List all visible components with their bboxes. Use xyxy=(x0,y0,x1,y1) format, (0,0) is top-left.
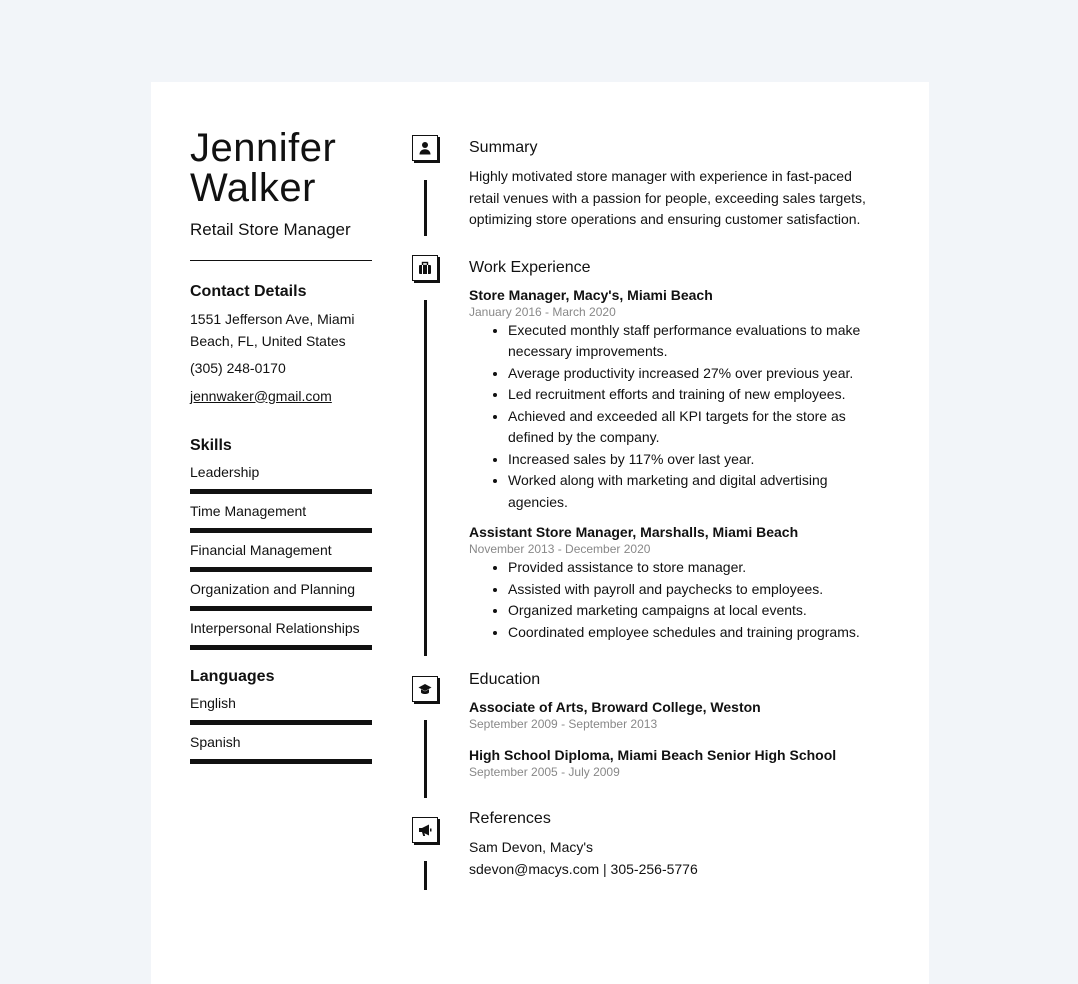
skill-item xyxy=(190,541,372,572)
skill-bar xyxy=(190,528,372,533)
skill-label: Leadership xyxy=(190,464,260,480)
skill-item xyxy=(190,502,372,533)
education-dates: September 2009 - September 2013 xyxy=(469,717,658,731)
first-name: Jennifer xyxy=(190,126,337,170)
education-dates: September 2005 - July 2009 xyxy=(469,765,620,779)
bullet-item: • Increased sales by 117% over last year. xyxy=(508,449,879,471)
contact-heading: Contact Details xyxy=(190,283,307,300)
megaphone-icon xyxy=(412,817,438,843)
timeline-line xyxy=(424,720,427,798)
skill-bar xyxy=(190,606,372,611)
job-entry xyxy=(469,523,879,643)
language-item xyxy=(190,733,372,764)
language-label: English xyxy=(190,695,236,711)
education-heading: Education xyxy=(469,671,541,688)
education-title: Associate of Arts, Broward College, Weston xyxy=(469,699,761,715)
language-item xyxy=(190,694,372,725)
language-bar xyxy=(190,720,372,725)
skills-heading: Skills xyxy=(190,437,232,454)
skill-label: Organization and Planning xyxy=(190,581,356,597)
bullet-item: • Organized marketing campaigns at local events. xyxy=(508,600,879,622)
summary-text: Highly motivated store manager with experience in fast-paced retail venues with a passion for people, exceeding sales targets, optimizing store operations and ensuring customer satisfaction. xyxy=(469,168,866,227)
bullet-item: • Achieved and exceeded all KPI targets for the store as defined by the company. xyxy=(508,406,879,449)
sidebar xyxy=(190,128,372,764)
timeline-line xyxy=(424,300,427,656)
skill-bar xyxy=(190,489,372,494)
bullet-item: • Executed monthly staff performance evaluations to make necessary improvements. xyxy=(508,320,879,363)
briefcase-icon xyxy=(412,255,438,281)
language-label: Spanish xyxy=(190,734,241,750)
bullet-item: • Coordinated employee schedules and training programs. xyxy=(508,622,879,644)
skill-item xyxy=(190,463,372,494)
contact-email xyxy=(190,386,372,408)
summary-heading: Summary xyxy=(469,139,538,156)
languages-heading: Languages xyxy=(190,668,275,685)
graduation-cap-icon xyxy=(412,676,438,702)
education-entry xyxy=(469,746,879,780)
skill-bar xyxy=(190,567,372,572)
job-bullets xyxy=(508,557,879,643)
skill-bar xyxy=(190,645,372,650)
last-name: Walker xyxy=(190,166,316,210)
contact-address: 1551 Jefferson Ave, Miami Beach, FL, United States xyxy=(190,311,355,349)
candidate-name xyxy=(190,128,372,208)
divider xyxy=(190,260,372,261)
job-role: Retail Store Manager xyxy=(190,220,351,239)
contact-phone: (305) 248-0170 xyxy=(190,360,286,376)
education-entry xyxy=(469,698,879,732)
job-title: Store Manager, Macy's, Miami Beach xyxy=(469,286,713,303)
person-icon xyxy=(412,135,438,161)
bullet-item: • Assisted with payroll and paychecks to employees. xyxy=(508,579,879,601)
timeline-line xyxy=(424,180,427,236)
skill-item xyxy=(190,619,372,650)
skill-label: Time Management xyxy=(190,503,307,519)
job-entry xyxy=(469,286,879,514)
skill-item xyxy=(190,580,372,611)
reference-contact: sdevon@macys.com | 305-256-5776 xyxy=(469,860,698,877)
resume-page xyxy=(151,82,929,984)
skill-label: Financial Management xyxy=(190,542,332,558)
bullet-item: • Average productivity increased 27% over previous year. xyxy=(508,363,879,385)
bullet-item: • Provided assistance to store manager. xyxy=(508,557,879,579)
experience-heading: Work Experience xyxy=(469,258,591,276)
bullet-item: • Worked along with marketing and digital advertising agencies. xyxy=(508,470,879,513)
job-title: Assistant Store Manager, Marshalls, Miami Beach xyxy=(469,524,799,540)
job-bullets xyxy=(508,320,879,514)
email-link[interactable]: jennwaker@gmail.com xyxy=(190,387,332,404)
bullet-item: • Led recruitment efforts and training of new employees. xyxy=(508,384,879,406)
skill-label: Interpersonal Relationships xyxy=(190,620,360,636)
main-content xyxy=(469,138,879,880)
timeline-line xyxy=(424,861,427,890)
reference-name: Sam Devon, Macy's xyxy=(469,839,594,855)
references-heading: References xyxy=(469,810,551,827)
language-bar xyxy=(190,759,372,764)
job-dates: January 2016 - March 2020 xyxy=(469,304,616,319)
education-title: High School Diploma, Miami Beach Senior High School xyxy=(469,747,837,763)
job-dates: November 2013 - December 2020 xyxy=(469,542,651,556)
